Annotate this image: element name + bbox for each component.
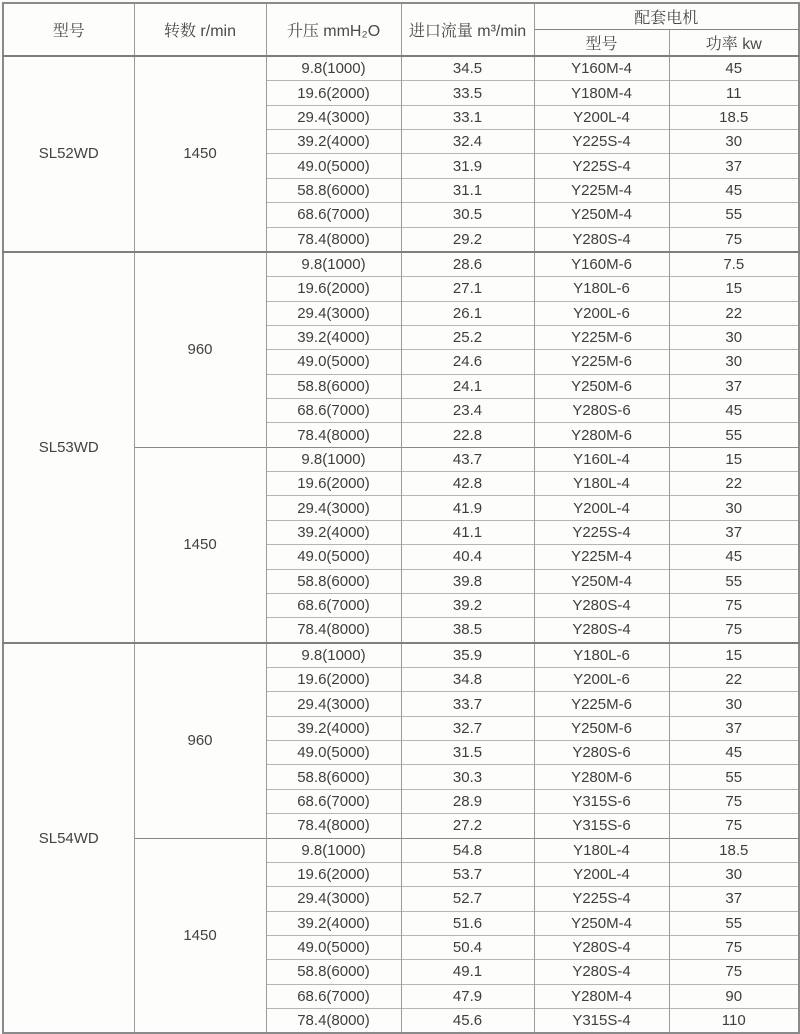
- cell-flow: 27.2: [401, 814, 534, 838]
- cell-flow: 33.1: [401, 105, 534, 129]
- cell-flow: 22.8: [401, 423, 534, 447]
- cell-flow: 30.5: [401, 203, 534, 227]
- cell-motor-model: Y280S-4: [534, 960, 669, 984]
- cell-flow: 27.1: [401, 277, 534, 301]
- cell-pressure: 19.6(2000): [266, 862, 401, 886]
- cell-pressure: 49.0(5000): [266, 154, 401, 178]
- cell-motor-power: 55: [669, 203, 799, 227]
- cell-pressure: 78.4(8000): [266, 1009, 401, 1034]
- cell-motor-power: 30: [669, 130, 799, 154]
- cell-motor-model: Y250M-4: [534, 203, 669, 227]
- cell-motor-model: Y280S-4: [534, 227, 669, 252]
- cell-pressure: 29.4(3000): [266, 105, 401, 129]
- cell-motor-model: Y200L-4: [534, 105, 669, 129]
- cell-pressure: 19.6(2000): [266, 81, 401, 105]
- cell-motor-power: 22: [669, 667, 799, 691]
- cell-flow: 38.5: [401, 618, 534, 643]
- cell-motor-model: Y280S-4: [534, 935, 669, 959]
- cell-motor-model: Y280M-6: [534, 423, 669, 447]
- cell-pressure: 58.8(6000): [266, 960, 401, 984]
- cell-motor-power: 30: [669, 862, 799, 886]
- cell-motor-model: Y250M-6: [534, 716, 669, 740]
- table-row: [3, 252, 799, 277]
- cell-pressure: 78.4(8000): [266, 618, 401, 643]
- header-motor-model: 型号: [534, 30, 669, 57]
- cell-pressure: 49.0(5000): [266, 350, 401, 374]
- cell-pressure: 58.8(6000): [266, 178, 401, 202]
- cell-motor-power: 18.5: [669, 105, 799, 129]
- cell-motor-power: 45: [669, 178, 799, 202]
- cell-flow: 40.4: [401, 545, 534, 569]
- cell-motor-model: Y200L-6: [534, 667, 669, 691]
- cell-motor-power: 30: [669, 350, 799, 374]
- cell-flow: 34.5: [401, 56, 534, 81]
- cell-pressure: 39.2(4000): [266, 130, 401, 154]
- cell-motor-model: Y180L-6: [534, 643, 669, 668]
- cell-flow: 42.8: [401, 472, 534, 496]
- cell-motor-power: 15: [669, 643, 799, 668]
- cell-pressure: 9.8(1000): [266, 643, 401, 668]
- cell-motor-model: Y280M-4: [534, 984, 669, 1008]
- cell-motor-power: 75: [669, 935, 799, 959]
- cell-motor-power: 37: [669, 887, 799, 911]
- cell-motor-power: 45: [669, 741, 799, 765]
- cell-motor-model: Y160M-6: [534, 252, 669, 277]
- cell-motor-model: Y225M-4: [534, 545, 669, 569]
- cell-motor-power: 110: [669, 1009, 799, 1034]
- cell-motor-power: 37: [669, 716, 799, 740]
- cell-flow: 32.4: [401, 130, 534, 154]
- cell-motor-model: Y225M-6: [534, 692, 669, 716]
- cell-flow: 31.9: [401, 154, 534, 178]
- cell-pressure: 78.4(8000): [266, 814, 401, 838]
- cell-motor-power: 37: [669, 520, 799, 544]
- cell-flow: 24.1: [401, 374, 534, 398]
- cell-motor-model: Y315S-4: [534, 1009, 669, 1034]
- cell-pressure: 49.0(5000): [266, 935, 401, 959]
- cell-flow: 32.7: [401, 716, 534, 740]
- cell-motor-model: Y280M-6: [534, 765, 669, 789]
- cell-flow: 28.6: [401, 252, 534, 277]
- cell-flow: 31.5: [401, 741, 534, 765]
- cell-flow: 43.7: [401, 447, 534, 471]
- cell-motor-model: Y225M-6: [534, 350, 669, 374]
- cell-motor-model: Y280S-4: [534, 593, 669, 617]
- cell-pressure: 68.6(7000): [266, 593, 401, 617]
- cell-motor-power: 55: [669, 911, 799, 935]
- cell-flow: 52.7: [401, 887, 534, 911]
- header-motor-power: 功率 kw: [669, 30, 799, 57]
- cell-motor-power: 75: [669, 789, 799, 813]
- cell-motor-model: Y315S-6: [534, 814, 669, 838]
- cell-flow: 51.6: [401, 911, 534, 935]
- cell-flow: 34.8: [401, 667, 534, 691]
- cell-motor-model: Y200L-4: [534, 496, 669, 520]
- cell-motor-power: 15: [669, 447, 799, 471]
- cell-pressure: 29.4(3000): [266, 496, 401, 520]
- cell-pressure: 68.6(7000): [266, 984, 401, 1008]
- spec-table: [2, 2, 800, 1034]
- header-row-main: [3, 3, 799, 30]
- model-cell: SL52WD: [3, 56, 134, 252]
- model-cell: SL54WD: [3, 643, 134, 1034]
- cell-motor-power: 30: [669, 496, 799, 520]
- cell-motor-power: 45: [669, 399, 799, 423]
- table-row: [3, 643, 799, 668]
- cell-motor-model: Y280S-6: [534, 399, 669, 423]
- cell-flow: 39.8: [401, 569, 534, 593]
- cell-pressure: 9.8(1000): [266, 252, 401, 277]
- cell-flow: 50.4: [401, 935, 534, 959]
- cell-pressure: 19.6(2000): [266, 667, 401, 691]
- cell-motor-model: Y225S-4: [534, 154, 669, 178]
- cell-pressure: 58.8(6000): [266, 765, 401, 789]
- cell-motor-power: 15: [669, 277, 799, 301]
- cell-motor-model: Y280S-6: [534, 741, 669, 765]
- cell-pressure: 78.4(8000): [266, 227, 401, 252]
- cell-motor-power: 37: [669, 374, 799, 398]
- cell-motor-model: Y180M-4: [534, 81, 669, 105]
- cell-motor-power: 90: [669, 984, 799, 1008]
- cell-flow: 29.2: [401, 227, 534, 252]
- cell-motor-power: 75: [669, 227, 799, 252]
- cell-pressure: 39.2(4000): [266, 911, 401, 935]
- cell-pressure: 9.8(1000): [266, 447, 401, 471]
- header-pressure: 升压 mmH₂O: [266, 3, 401, 56]
- cell-motor-power: 37: [669, 154, 799, 178]
- cell-motor-power: 75: [669, 593, 799, 617]
- cell-motor-model: Y200L-4: [534, 862, 669, 886]
- cell-flow: 30.3: [401, 765, 534, 789]
- cell-motor-power: 55: [669, 765, 799, 789]
- speed-cell: 1450: [134, 838, 266, 1033]
- speed-cell: 960: [134, 252, 266, 447]
- cell-pressure: 9.8(1000): [266, 838, 401, 862]
- cell-pressure: 29.4(3000): [266, 692, 401, 716]
- cell-flow: 24.6: [401, 350, 534, 374]
- cell-motor-model: Y225S-4: [534, 887, 669, 911]
- cell-flow: 47.9: [401, 984, 534, 1008]
- cell-motor-power: 11: [669, 81, 799, 105]
- speed-cell: 1450: [134, 56, 266, 252]
- cell-flow: 45.6: [401, 1009, 534, 1034]
- cell-flow: 26.1: [401, 301, 534, 325]
- cell-flow: 39.2: [401, 593, 534, 617]
- cell-pressure: 29.4(3000): [266, 887, 401, 911]
- cell-pressure: 68.6(7000): [266, 203, 401, 227]
- speed-cell: 960: [134, 643, 266, 838]
- cell-motor-power: 30: [669, 692, 799, 716]
- header-model: 型号: [3, 3, 134, 56]
- cell-flow: 53.7: [401, 862, 534, 886]
- cell-motor-power: 7.5: [669, 252, 799, 277]
- cell-motor-power: 75: [669, 618, 799, 643]
- cell-motor-model: Y200L-6: [534, 301, 669, 325]
- header-motor-group: 配套电机: [534, 3, 799, 30]
- model-cell: SL53WD: [3, 252, 134, 643]
- speed-cell: 1450: [134, 447, 266, 642]
- cell-motor-model: Y280S-4: [534, 618, 669, 643]
- cell-pressure: 9.8(1000): [266, 56, 401, 81]
- cell-pressure: 49.0(5000): [266, 741, 401, 765]
- header-flow: 进口流量 m³/min: [401, 3, 534, 56]
- cell-motor-model: Y180L-4: [534, 472, 669, 496]
- cell-motor-model: Y250M-4: [534, 911, 669, 935]
- spec-table-header: [3, 3, 799, 56]
- cell-pressure: 29.4(3000): [266, 301, 401, 325]
- cell-flow: 25.2: [401, 325, 534, 349]
- cell-flow: 23.4: [401, 399, 534, 423]
- cell-flow: 49.1: [401, 960, 534, 984]
- cell-motor-model: Y250M-6: [534, 374, 669, 398]
- cell-motor-power: 18.5: [669, 838, 799, 862]
- spec-table-body: [3, 56, 799, 1033]
- cell-flow: 33.7: [401, 692, 534, 716]
- cell-pressure: 58.8(6000): [266, 374, 401, 398]
- cell-motor-model: Y225S-4: [534, 130, 669, 154]
- cell-motor-power: 22: [669, 472, 799, 496]
- cell-motor-model: Y180L-6: [534, 277, 669, 301]
- cell-motor-power: 22: [669, 301, 799, 325]
- cell-pressure: 49.0(5000): [266, 545, 401, 569]
- cell-flow: 41.9: [401, 496, 534, 520]
- cell-pressure: 58.8(6000): [266, 569, 401, 593]
- cell-motor-power: 75: [669, 960, 799, 984]
- cell-flow: 35.9: [401, 643, 534, 668]
- cell-motor-model: Y160L-4: [534, 447, 669, 471]
- cell-motor-model: Y160M-4: [534, 56, 669, 81]
- cell-pressure: 78.4(8000): [266, 423, 401, 447]
- cell-motor-model: Y225M-4: [534, 178, 669, 202]
- cell-flow: 28.9: [401, 789, 534, 813]
- cell-flow: 41.1: [401, 520, 534, 544]
- cell-flow: 31.1: [401, 178, 534, 202]
- cell-motor-power: 45: [669, 545, 799, 569]
- cell-motor-model: Y225S-4: [534, 520, 669, 544]
- header-speed: 转数 r/min: [134, 3, 266, 56]
- cell-motor-model: Y250M-4: [534, 569, 669, 593]
- cell-pressure: 39.2(4000): [266, 325, 401, 349]
- cell-motor-power: 55: [669, 569, 799, 593]
- cell-motor-power: 30: [669, 325, 799, 349]
- cell-pressure: 39.2(4000): [266, 520, 401, 544]
- cell-flow: 54.8: [401, 838, 534, 862]
- cell-pressure: 19.6(2000): [266, 472, 401, 496]
- cell-pressure: 39.2(4000): [266, 716, 401, 740]
- cell-motor-power: 55: [669, 423, 799, 447]
- cell-motor-model: Y180L-4: [534, 838, 669, 862]
- cell-pressure: 68.6(7000): [266, 789, 401, 813]
- table-row: [3, 56, 799, 81]
- cell-pressure: 68.6(7000): [266, 399, 401, 423]
- cell-motor-power: 75: [669, 814, 799, 838]
- cell-motor-power: 45: [669, 56, 799, 81]
- cell-motor-model: Y315S-6: [534, 789, 669, 813]
- cell-pressure: 19.6(2000): [266, 277, 401, 301]
- cell-motor-model: Y225M-6: [534, 325, 669, 349]
- cell-flow: 33.5: [401, 81, 534, 105]
